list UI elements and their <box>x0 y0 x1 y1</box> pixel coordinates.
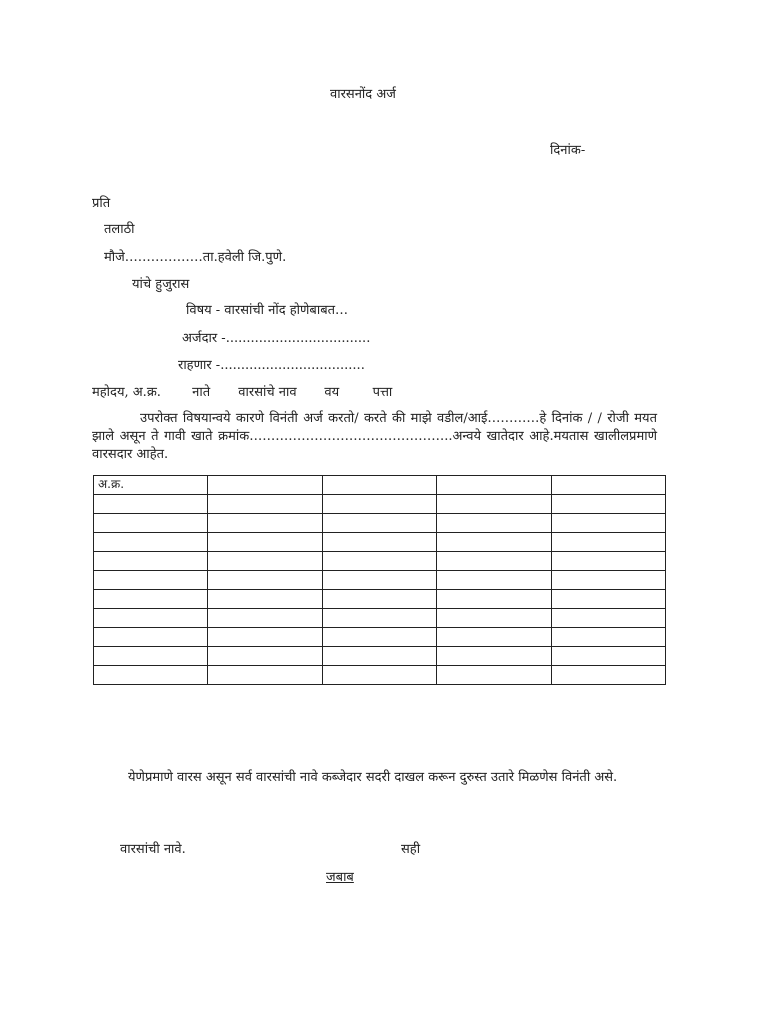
signature-label: सही <box>401 842 421 857</box>
table-row <box>94 571 666 590</box>
table-cell <box>322 647 436 666</box>
table-cell <box>437 495 551 514</box>
table-row <box>94 666 666 685</box>
table-cell <box>551 666 665 685</box>
document-title: वारसनोंद अर्ज <box>330 87 396 102</box>
table-cell <box>437 628 551 647</box>
subject-line: विषय - वारसांची नोंद होणेबाबत… <box>186 303 349 318</box>
table-cell <box>94 495 208 514</box>
table-cell <box>94 609 208 628</box>
table-cell: अ.क्र. <box>94 476 208 495</box>
table-row <box>94 628 666 647</box>
table-row <box>94 647 666 666</box>
table-cell <box>322 609 436 628</box>
table-cell <box>322 628 436 647</box>
date-label: दिनांक- <box>550 143 586 158</box>
table-cell <box>322 533 436 552</box>
table-cell <box>437 590 551 609</box>
salutation-relation: नाते <box>192 385 211 400</box>
table-cell <box>437 514 551 533</box>
table-cell <box>437 476 551 495</box>
table-cell <box>551 514 665 533</box>
table-cell <box>437 609 551 628</box>
table-cell <box>322 666 436 685</box>
table-header-row <box>94 476 666 495</box>
table-cell <box>551 609 665 628</box>
village-line: मौजे………………ता.हवेली जि.पुणे. <box>104 250 287 265</box>
salutation-greeting: महोदय, अ.क्र. <box>92 385 161 400</box>
table-cell <box>94 590 208 609</box>
table-cell <box>94 514 208 533</box>
table-row <box>94 514 666 533</box>
table-cell <box>208 647 322 666</box>
applicant-line: अर्जदार -................................... <box>182 331 371 346</box>
table-cell <box>322 476 436 495</box>
table-cell <box>551 533 665 552</box>
table-cell <box>208 571 322 590</box>
table-cell <box>208 628 322 647</box>
table-cell <box>208 533 322 552</box>
table-cell <box>322 514 436 533</box>
table-cell <box>551 647 665 666</box>
heir-table-body <box>94 476 666 685</box>
salutation-row <box>92 385 392 401</box>
addressee: तलाठी <box>104 222 135 237</box>
closing-paragraph: येणेप्रमाणे वारस असून सर्व वारसांची नावे कब्जेदार सदरी दाखल करून दुरुस्त उतारे मिळणेस विनंती असे. <box>128 770 618 785</box>
table-cell <box>437 571 551 590</box>
table-cell <box>94 533 208 552</box>
salutation-address: पत्ता <box>372 385 393 400</box>
table-cell <box>94 552 208 571</box>
table-cell <box>322 495 436 514</box>
table-cell <box>551 495 665 514</box>
table-row <box>94 552 666 571</box>
table-cell <box>208 514 322 533</box>
table-cell <box>208 609 322 628</box>
salutation-heir-name: वारसांचे नाव <box>238 385 297 400</box>
table-cell <box>551 590 665 609</box>
request-paragraph: उपरोक्त विषयान्वये कारणे विनंती अर्ज करतो/ करते की माझे वडील/आई…………हे दिनांक / / रोजी मयत झाले असून ते गावी खाते क्रमांक………………………………………..अन्वये खातेदार आहे.मयतास खालीलप्रमाणे वारसदार आहेत. <box>92 411 657 462</box>
to-label: प्रति <box>92 196 111 211</box>
table-row <box>94 609 666 628</box>
table-cell <box>322 552 436 571</box>
table-cell <box>94 647 208 666</box>
residence-line: राहणार -................................... <box>178 358 365 373</box>
table-row <box>94 533 666 552</box>
table-cell <box>208 590 322 609</box>
table-row <box>94 495 666 514</box>
table-cell <box>437 647 551 666</box>
table-cell <box>94 628 208 647</box>
table-cell <box>437 533 551 552</box>
table-row <box>94 590 666 609</box>
table-cell <box>551 476 665 495</box>
table-cell <box>437 552 551 571</box>
statement-heading: जबाब <box>326 870 354 885</box>
table-cell <box>437 666 551 685</box>
table-cell <box>208 552 322 571</box>
table-cell <box>94 666 208 685</box>
salutation-age: वय <box>324 385 340 400</box>
table-cell <box>208 666 322 685</box>
heir-names-label: वारसांची नावे. <box>120 842 186 857</box>
table-cell <box>322 571 436 590</box>
table-cell <box>322 590 436 609</box>
table-cell <box>208 476 322 495</box>
table-cell <box>94 571 208 590</box>
table-cell <box>551 628 665 647</box>
table-cell <box>551 571 665 590</box>
table-cell <box>551 552 665 571</box>
presence-line: यांचे हुजुरास <box>132 277 190 292</box>
heir-table <box>93 475 666 685</box>
table-cell <box>208 495 322 514</box>
